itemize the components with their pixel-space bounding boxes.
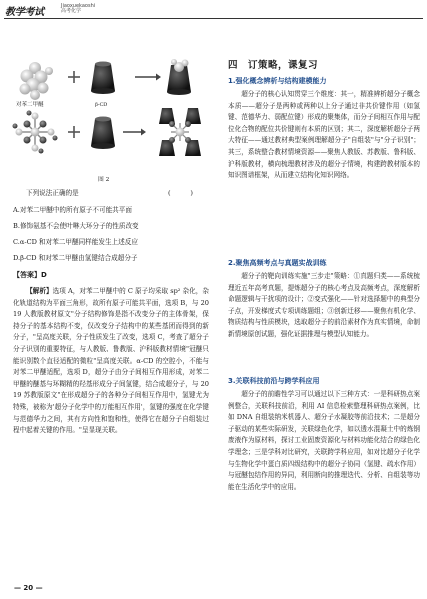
- cyclodextrin-icon: [91, 62, 115, 95]
- supramolecular-figure: [5, 58, 210, 184]
- porphyrin-molecule-icon: [13, 111, 58, 154]
- subsection-3-paragraph: 超分子的前瞻性学习可以通过以下三种方式：一是科研热点案例整合，关联科技前沿，利用 AI 信息检索整理科研热点案例，比如 DNA 自组装纳米机器人、超分子水凝胶等前沿技术；二是超分子驱动的某些实际研发，关联绿色化学，如以透水混凝土中的炼钢废液作为原材料，探讨工业固废资源化与材料功能化结合的绿色化学理念；三是学科对比研究，关联跨学科应用，如对比超分子化学与生物化学中蛋白质四级结构中的超分子协同（氢键、疏水作用）与冠醚包结作用的异同，利用断向的推理迭代、分析、自组装等功能在生活化学中的应用。: [228, 390, 420, 491]
- pillararene-label: 对苯二甲醚: [16, 102, 44, 108]
- analysis-text: 选项 A，对苯二甲醚中的 C 原子均采取 sp² 杂化，杂化轨道结构为平面三角形，故所有原子可能共平面，选项 B，与 2019 人教版教材原文"分子结构修饰是指不改变分子的主体骨架，保持分子的基本结构不变，仅改变分子结构中的某些基团而得到的新分子，"呈高度关联，分子性质发生了改变，选项 C，考查了超分子分子识别的重要特征，与人教版、鲁教版、沪科版教材情境"冠醚只能识别数个直径适配的微粒"呈高度关联。α-CD 的空腔小，不能与对苯二甲醚适配，选项 D，超分子由分子间相互作用形成，对苯二甲醚的醚基与环糊精的羟基形成分子间氢键，结合成超分子，与 2019 苏教版原文"在形成超分子的各种分子间相互作用中，氢键尤为特殊，被称为'超分子化学中的万能相互作用'，氢键的强度在化学键与范德华力之间，其有方向性和饱和性，使得它在超分子自组装过程中起着关键的作用。"呈显现关联。: [13, 287, 209, 435]
- option-a: A.对苯二甲醚中的所有原子不可能共平面: [13, 206, 132, 214]
- header-rule: [4, 18, 423, 19]
- journal-logo: 教学考试: [5, 7, 44, 18]
- question-stem: 下列说法正确的是: [26, 189, 79, 197]
- reaction-arrow-icon: [135, 74, 161, 81]
- inclusion-complex-icon: [167, 59, 191, 95]
- subsection-2-title: 2.聚焦高频考点与真题实战训练: [228, 259, 327, 267]
- plus-sign-icon: [68, 71, 80, 83]
- option-b: B.修饰氨基不会使叶啉大环分子的性质改变: [13, 222, 139, 230]
- section-title: 四 订策略，课复习: [228, 60, 319, 71]
- answer-line: [13, 270, 47, 280]
- plus-sign-icon: [68, 126, 80, 138]
- answer-value: D: [41, 271, 47, 279]
- journal-subtitle-en: Jiaoxuekaoshi: [61, 3, 96, 9]
- subsection-3-title: 3.关联科技前沿与跨学科应用: [228, 377, 320, 385]
- journal-subtitle-cn: 高考化学: [61, 8, 82, 14]
- cyclodextrin-label: β-CD: [95, 102, 108, 108]
- answer-label: 【答案】: [13, 271, 41, 279]
- cyclodextrin-icon: [91, 117, 115, 150]
- option-d: D.β-CD 和对苯二甲醚由氢键结合成超分子: [13, 254, 138, 262]
- reaction-arrow-icon: [123, 129, 146, 136]
- subsection-2-paragraph: 超分子的靶向训练实施"三步走"策略：①真题归类——系统梳理近五年高考真题，提炼超分子的核心考点及高频考点，深度解析命题逻辑与干扰项的设计；②变式强化——针对选择题中的典型分子点，开发梯度式专项训练题组；③创新迁移——聚焦有机化学、物质结构与性质模块，选取超分子的前沿素材作为真实情境，命制新情境原创试题，强化证据推理与模型认知能力。: [228, 272, 420, 338]
- subsection-1-paragraph: 超分子的核心认知贯穿三个维度：其一，精准辨析超分子概念本质——超分子是两种或两种以上分子通过非共价键作用（如氢键、范德华力、弱配位键）形成的聚集体，而分子间相互作用与配位化合物的配位共价键则有本质的区别；其二，深度解析超分子两大特征——通过教材典型案例理解超分子"自组装"与"分子识别"；其三，系统整合教材情境资源——聚焦人教版、苏教版、鲁科版、沪科版教材，横向梳理教材涉及的超分子情境，构建跨教材版本的知识图谱框架，从而建立结构化知识网络。: [228, 90, 420, 180]
- porphyrin-cd-complex-icon: [159, 108, 201, 156]
- answer-blank: ( ): [168, 189, 193, 197]
- figure-caption: 图 2: [98, 177, 110, 183]
- analysis-label: 【解析】: [26, 287, 53, 295]
- option-c: C.α-CD 和对苯二甲醚同样能发生上述反应: [13, 238, 138, 246]
- analysis-paragraph: [13, 286, 209, 437]
- journal-subtitle: [61, 4, 95, 14]
- page-number: — 20 —: [14, 584, 43, 592]
- subsection-1-title: 1.强化概念辨析与结构建模能力: [228, 77, 327, 85]
- pillararene-molecule-icon: [20, 62, 54, 100]
